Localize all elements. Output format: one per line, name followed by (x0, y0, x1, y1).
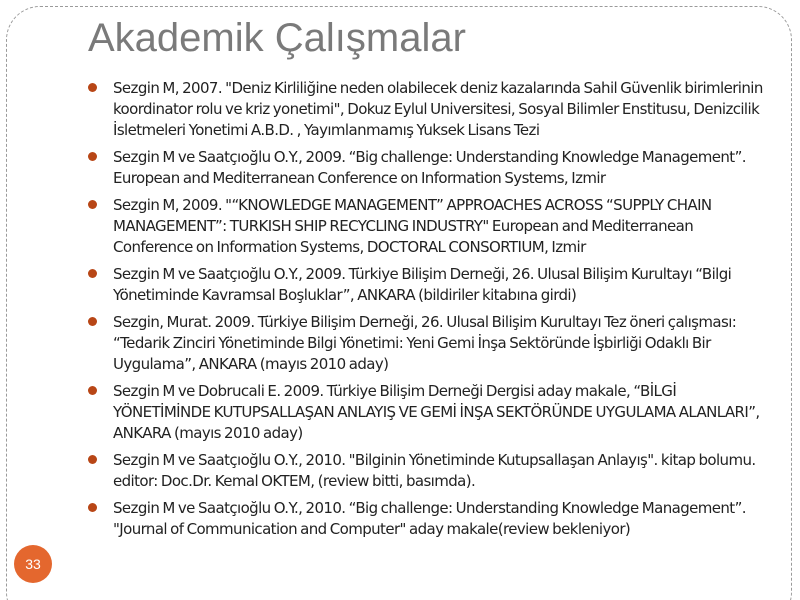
list-item (88, 312, 768, 375)
list-item-text: Sezgin, Murat. 2009. Türkiye Bilişim Derneği, 26. Ulusal Bilişim Kurultayı Tez öneri çalışması: “Tedarik Zinciri Yönetiminde Bilgi Yönetimi: Yeni Gemi İnşa Sektöründe İşbirliği Odaklı Bir Uygulama”, ANKARA (mayıs 2010 aday) (113, 313, 737, 373)
bullet-icon (88, 503, 97, 512)
list-item-text: Sezgin M, 2007. "Deniz Kirliliğine neden olabilecek deniz kazalarında Sahil Güvenlik birimlerinin koordinator rolu ve kriz yonetimi", Dokuz Eylul Universitesi, Sosyal Bilimler Enstitusu, Denizcilik İsletmeleri Yonetimi A.B.D. , Yayımlanmamış Yuksek Lisans Tezi (113, 79, 763, 139)
list-item-text: Sezgin M ve Saatçıoğlu O.Y., 2009. “Big challenge: Understanding Knowledge Management”. European and Mediterranean Conference on Information Systems, Izmir (113, 148, 746, 187)
list-item-text: Sezgin M ve Dobrucali E. 2009. Türkiye Bilişim Derneği Dergisi aday makale, “BİLGİ YÖNETİMİNDE KUTUPSALLAŞAN ANLAYIŞ VE GEMİ İNŞA SEKTÖRÜNDE UYGULAMA ALANLARI”, ANKARA (mayıs 2010 aday) (113, 382, 760, 442)
list-item (88, 195, 768, 258)
list-item-text: Sezgin M ve Saatçıoğlu O.Y., 2010. “Big challenge: Understanding Knowledge Management”. "Journal of Communication and Computer" aday makale(review bekleniyor) (113, 499, 746, 538)
list-item (88, 78, 768, 141)
bullet-icon (88, 317, 97, 326)
bullet-icon (88, 269, 97, 278)
bullet-icon (88, 152, 97, 161)
list-item (88, 381, 768, 444)
bullet-icon (88, 455, 97, 464)
list-item-text: Sezgin M ve Saatçıoğlu O.Y., 2010. "Bilginin Yönetiminde Kutupsallaşan Anlayış". kitap bolumu. editor: Doc.Dr. Kemal OKTEM, (review bitti, basımda). (113, 451, 756, 490)
list-item-text: Sezgin M, 2009. "“KNOWLEDGE MANAGEMENT” APPROACHES ACROSS “SUPPLY CHAIN MANAGEMENT”: TURKISH SHIP RECYCLING INDUSTRY" European and Mediterranean Conference on Information Systems, DOCTORAL CONSORTIUM, Izmir (113, 196, 712, 256)
publication-list (88, 78, 768, 546)
list-item (88, 147, 768, 189)
bullet-icon (88, 83, 97, 92)
list-item (88, 450, 768, 492)
list-item (88, 264, 768, 306)
slide-title: Akademik Çalışmalar (88, 16, 466, 60)
bullet-icon (88, 200, 97, 209)
list-item (88, 498, 768, 540)
bullet-icon (88, 386, 97, 395)
list-item-text: Sezgin M ve Saatçıoğlu O.Y., 2009. Türkiye Bilişim Derneği, 26. Ulusal Bilişim Kurultayı “Bilgi Yönetiminde Kavramsal Boşluklar”, ANKARA (bildiriler kitabına girdi) (113, 265, 732, 304)
page-number-badge: 33 (14, 545, 52, 583)
